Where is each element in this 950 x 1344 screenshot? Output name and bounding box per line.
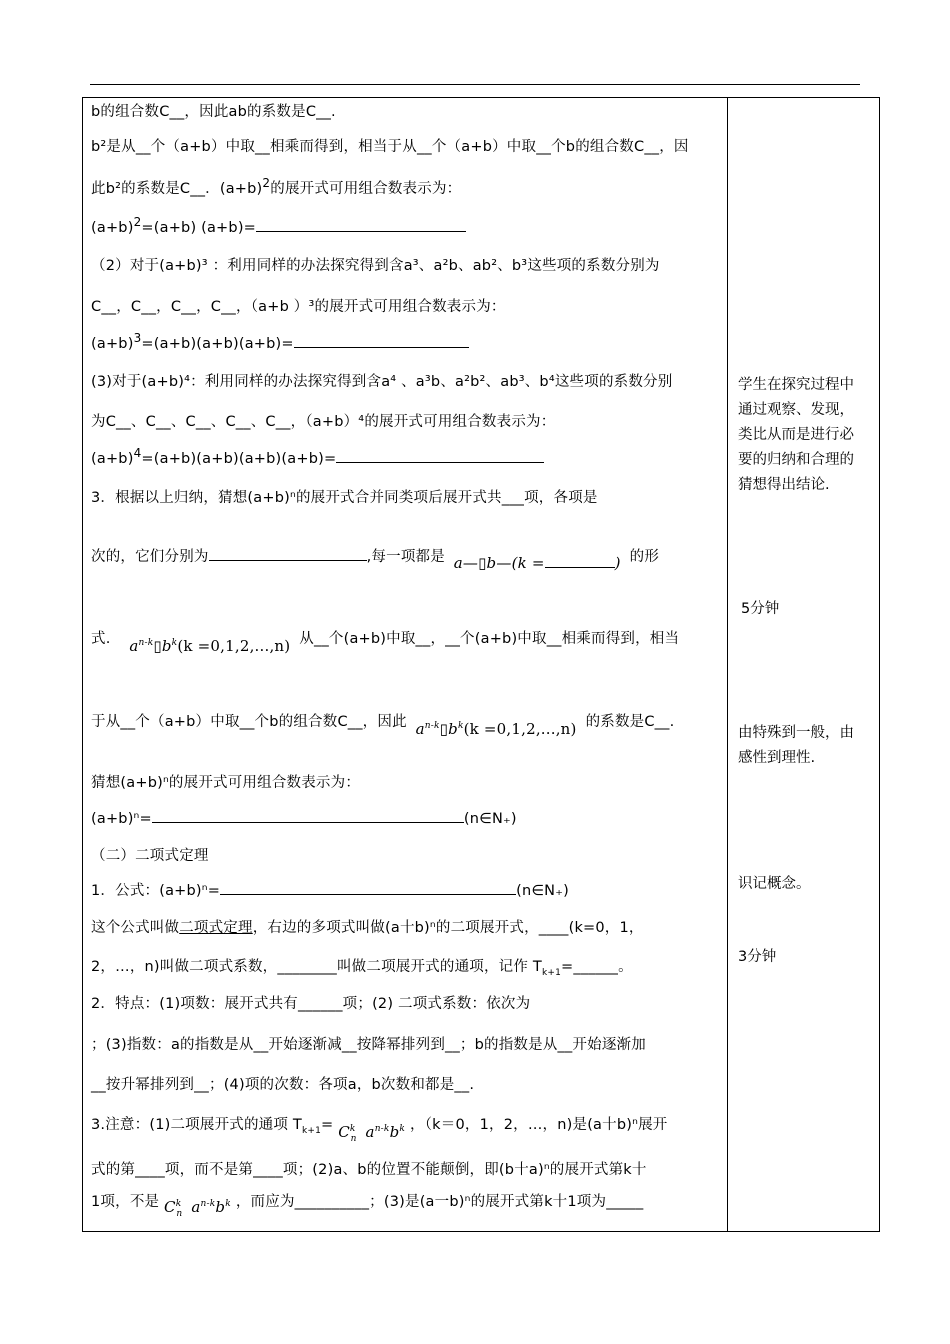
text-line: 3．根据以上归纳，猜想(a+b)ⁿ的展开式合并同类项后展开式共___项，各项是 <box>91 490 598 506</box>
text-line: b²是从__个（a+b）中取__相乘而得到，相当于从__个（a+b）中取__个b的组合数C__，因 <box>91 139 689 155</box>
text-line: 2，…，n)叫做二项式系数，________叫做二项展开式的通项，记作 $T_{k+1}=\_\_\_\_\_\_$。 <box>91 959 633 978</box>
side-note: 学生在探究过程中 <box>738 377 854 393</box>
text-line: 1．公式：(a+b)ⁿ= (n∈N₊) <box>91 880 723 902</box>
text-line: __按升幂排列到__；(4)项的次数：各项a，b次数和都是__. <box>91 1077 475 1093</box>
text-line: (a+b)ⁿ= (n∈N₊) <box>91 808 723 830</box>
section-heading: （二）二项式定理 <box>91 848 209 864</box>
text-line: 于从__个（a+b）中取__个b的组合数C__，因此 $a^{n-k}▯b^k(k =0,1,2,...,n)$ 的系数是C__. <box>91 714 675 738</box>
text-line: C__，C__，C__，C__，（a+b ）³的展开式可用组合数表示为： <box>91 299 506 315</box>
text-line: 2．特点：(1)项数：展开式共有______项；(2) 二项式系数：依次为 <box>91 996 531 1012</box>
side-note: 类比从而是进行必 <box>738 427 854 443</box>
side-note: 由特殊到一般，由 <box>738 725 854 741</box>
side-note: 猜想得出结论. <box>738 477 830 493</box>
text-line: 式的第____项，而不是第____项；(2)a、b的位置不能颠倒，即(b十a)ⁿ的展开式第k十 <box>91 1162 647 1178</box>
text-line: 为C__、C__、C__、C__、C__，（a+b）⁴的展开式可用组合数表示为： <box>91 414 556 430</box>
text-line: (3)对于(a+b)⁴：利用同样的办法探究得到含a⁴ 、a³b、a²b²、ab³、b⁴这些项的系数分别 <box>91 374 673 390</box>
text-line: 此b²的系数是C__．$(a+b)^2$的展开式可用组合数表示为： <box>91 176 462 197</box>
text-line: 1项，不是 $C^k_n$ $a^{n-k}b^k$ ，而应为__________；(3)是(a一b)ⁿ的展开式第k十1项为_____ <box>91 1194 644 1219</box>
side-note: 感性到理性. <box>738 750 816 766</box>
text-line: （2）对于(a+b)³ ：利用同样的办法探究得到含a³、a²b、ab²、b³这些项的系数分别为 <box>91 258 660 274</box>
column-divider <box>727 97 728 1232</box>
text-line: $(a+b)^3=(a+b)(a+b)(a+b)=$ <box>91 333 723 355</box>
text-line: 这个公式叫做二项式定理，右边的多项式叫做(a十b)ⁿ的二项展开式，____(k=0，1， <box>91 920 644 936</box>
text-line: ；(3)指数：a的指数是从__开始逐渐减__按降幂排列到__；b的指数是从__开始逐渐加 <box>91 1037 646 1053</box>
side-note: 通过观察、发现， <box>738 402 854 418</box>
text-line: 次的，它们分别为 ,每一项都是 a—▯b—(k = ) 的形 <box>91 545 723 568</box>
text-line: 3.注意：(1)二项展开式的通项 $T_{k+1}= C^k_n$ $a^{n-k}b^k$ ，（k＝0，1，2，…，n)是(a十b)ⁿ展开 <box>91 1117 668 1144</box>
time-note: 5分钟 <box>741 601 780 617</box>
text-line: 式. $a^{n-k}▯b^k(k =0,1,2,...,n)$ 从__个(a+b)中取__，__个(a+b)中取__相乘而得到，相当 <box>91 631 680 655</box>
time-note: 3分钟 <box>738 949 777 965</box>
side-note: 识记概念。 <box>738 876 811 892</box>
text-line: 猜想(a+b)ⁿ的展开式可用组合数表示为： <box>91 775 361 791</box>
text-line: $(a+b)^2=(a+b)$ (a+b)= <box>91 217 723 239</box>
text-line: b的组合数C__，因此ab的系数是C__. <box>91 104 336 120</box>
header-rule <box>90 84 860 85</box>
text-line: $(a+b)^4=(a+b)(a+b)(a+b)(a+b)=$ <box>91 448 723 470</box>
side-note: 要的归纳和合理的 <box>738 452 854 468</box>
